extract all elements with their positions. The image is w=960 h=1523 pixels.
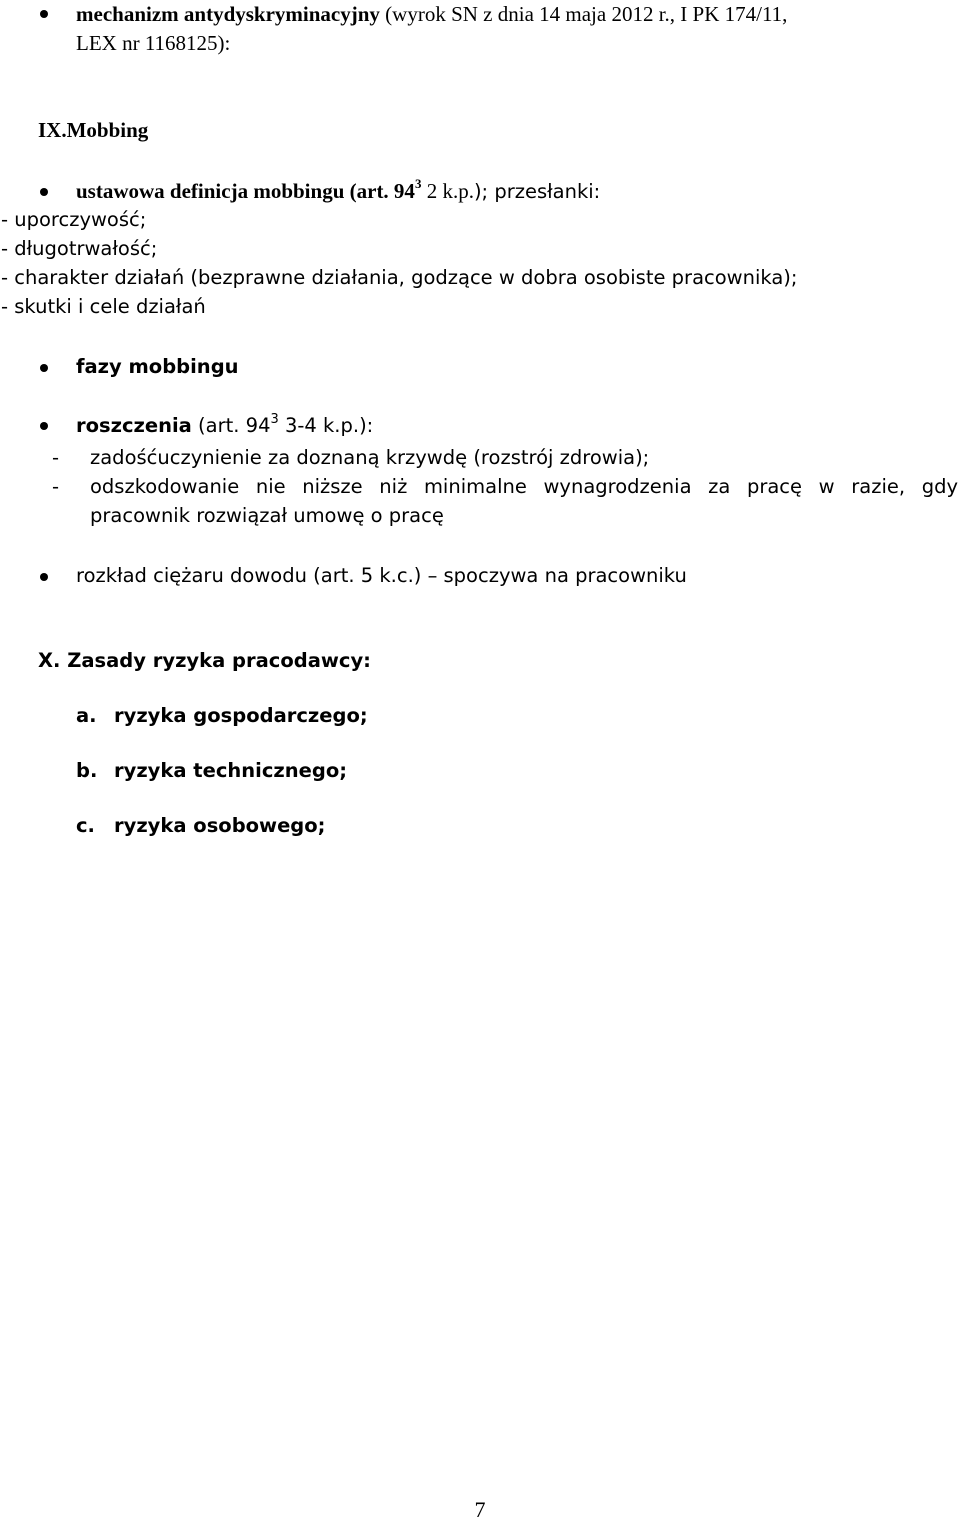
roszczenie-dash: - — [52, 446, 60, 469]
fazy-line: fazy mobbingu — [76, 355, 239, 378]
roszczenia-line — [76, 413, 373, 439]
definicja-tail-a: 2 k.p. — [421, 179, 474, 203]
roszczenie-item: zadośćuczynienie za doznaną krzywdę (rozstrój zdrowia); — [90, 446, 650, 469]
risk-item: ryzyka technicznego; — [114, 759, 348, 782]
bullet-icon — [40, 422, 48, 430]
bullet-icon — [40, 364, 48, 372]
przeslanka-item: - charakter działań (bezprawne działania, godzące w dobra osobiste pracownika); — [1, 266, 798, 289]
risk-letter: a. — [76, 704, 97, 727]
risk-item: ryzyka osobowego; — [114, 814, 326, 837]
mechanizm-line-2: LEX nr 1168125): — [76, 31, 231, 55]
mechanizm-term: mechanizm antydyskryminacyjny — [76, 2, 380, 26]
roszczenia-citation-b: 3-4 k.p.): — [278, 414, 374, 437]
page-number: 7 — [474, 1497, 486, 1522]
risk-letter: c. — [76, 814, 95, 837]
definicja-term: ustawowa definicja mobbingu (art. 94 — [76, 179, 415, 203]
roszczenie-item: odszkodowanie nie niższe niż minimalne wynagrodzenia za pracę w razie, gdy — [90, 475, 958, 498]
section-ix-heading — [38, 117, 148, 143]
roszczenia-term: roszczenia — [76, 414, 192, 437]
bullet-icon — [40, 188, 48, 196]
risk-item: ryzyka gospodarczego; — [114, 704, 368, 727]
section-ix-title: Mobbing — [66, 118, 149, 142]
przeslanka-item: - długotrwałość; — [1, 237, 158, 260]
rozklad-line: rozkład ciężaru dowodu (art. 5 k.c.) – spoczywa na pracowniku — [76, 564, 687, 587]
roszczenie-item-continuation: pracownik rozwiązał umowę o pracę — [90, 504, 444, 527]
przeslanka-item: - uporczywość; — [1, 208, 147, 231]
roszczenia-sup: 3 — [270, 411, 279, 427]
mechanizm-citation: (wyrok SN z dnia 14 maja 2012 r., I PK 174/11, — [379, 2, 788, 26]
mechanizm-line-1 — [76, 1, 787, 27]
definicja-tail-b: ); przesłanki: — [473, 180, 601, 203]
roszczenia-citation-a: (art. 94 — [191, 414, 271, 437]
definicja-line — [76, 178, 600, 205]
risk-letter: b. — [76, 759, 98, 782]
section-x-heading: X. Zasady ryzyka pracodawcy: — [38, 649, 371, 672]
definicja-sup: 3 — [414, 176, 422, 191]
section-ix-number: IX. — [38, 118, 67, 142]
przeslanka-item: - skutki i cele działań — [1, 295, 206, 318]
roszczenie-dash: - — [52, 475, 60, 498]
bullet-icon — [40, 573, 48, 581]
bullet-icon — [40, 10, 48, 18]
